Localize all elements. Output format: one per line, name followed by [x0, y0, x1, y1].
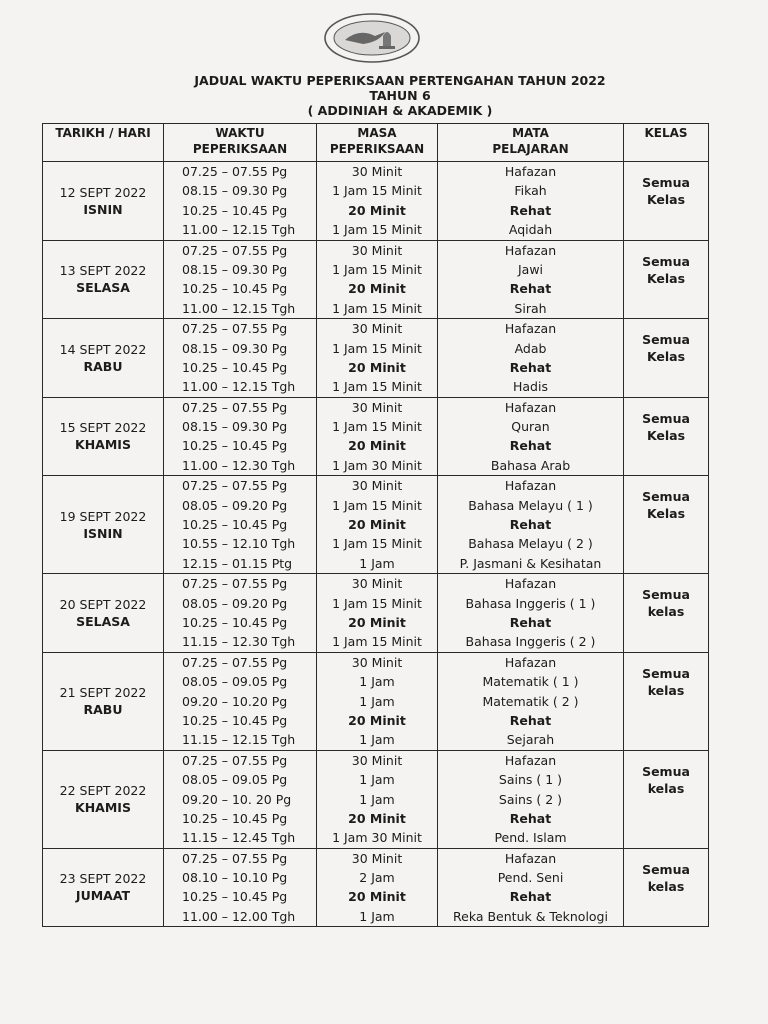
document-category: ( ADDINIAH & AKADEMIK ): [307, 103, 493, 118]
kelas-cell: [624, 750, 709, 848]
exam-day: ISNIN: [83, 201, 123, 217]
time-slot: 12.15 – 01.15 Ptg: [182, 555, 293, 571]
subject: Reka Bentuk & Teknologi: [453, 908, 608, 924]
time-slot: 10.25 – 10.45 Pg: [182, 810, 288, 826]
exam-date: 14 SEPT 2022: [59, 341, 147, 357]
date-cell: [43, 574, 164, 653]
mata-cell: [438, 397, 624, 476]
kelas-cell: [624, 574, 709, 653]
subject: Sains ( 2 ): [498, 791, 563, 807]
time-slot: 11.15 – 12.45 Tgh: [182, 830, 296, 846]
mata-cell: [438, 319, 624, 398]
subject: Rehat: [509, 712, 552, 728]
timetable-body: [43, 162, 709, 927]
subject: Rehat: [509, 810, 552, 826]
kelas-label: kelas: [647, 878, 685, 894]
time-slot: 10.25 – 10.45 Pg: [182, 359, 288, 375]
duration: 1 Jam 15 Minit: [332, 634, 422, 650]
subject: Hafazan: [504, 399, 557, 415]
kelas-cell: [624, 162, 709, 241]
duration: 20 Minit: [348, 438, 406, 454]
duration: 1 Jam 15 Minit: [332, 183, 422, 199]
col-header-tarikh: TARIKH / HARI: [43, 124, 164, 162]
mata-cell: [438, 848, 624, 927]
time-slot: 07.25 – 07.55 Pg: [182, 164, 288, 179]
waktu-cell: [164, 848, 317, 927]
duration: 1 Jam 15 Minit: [332, 419, 422, 435]
waktu-cell: [164, 162, 317, 241]
time-slot: 10.25 – 10.45 Pg: [182, 517, 288, 533]
subject: Hafazan: [504, 321, 557, 337]
exam-date: 23 SEPT 2022: [59, 871, 147, 887]
time-slot: 08.05 – 09.05 Pg: [182, 772, 288, 788]
time-slot: 07.25 – 07.55 Pg: [182, 399, 288, 415]
mata-cell: [438, 574, 624, 653]
time-slot: 11.00 – 12.30 Tgh: [182, 457, 296, 473]
duration: 20 Minit: [348, 281, 406, 297]
exam-date: 12 SEPT 2022: [59, 184, 147, 200]
subject: Matematik ( 2 ): [482, 693, 579, 709]
masa-cell: [317, 574, 438, 653]
day-row: [43, 397, 709, 476]
time-slot: 11.00 – 12.15 Tgh: [182, 222, 296, 238]
time-slot: 10.25 – 10.45 Pg: [182, 281, 288, 297]
duration: 30 Minit: [351, 478, 403, 494]
date-cell: [43, 750, 164, 848]
waktu-cell: [164, 652, 317, 750]
exam-day: KHAMIS: [75, 800, 131, 816]
day-row: [43, 319, 709, 398]
masa-cell: [317, 476, 438, 574]
subject: Sirah: [514, 300, 547, 316]
kelas-cell: [624, 240, 709, 319]
time-slot: 11.00 – 12.00 Tgh: [182, 908, 296, 924]
subject: Hafazan: [504, 242, 557, 258]
day-row: [43, 848, 709, 927]
time-slot: 07.25 – 07.55 Pg: [182, 654, 288, 670]
subject: Jawi: [517, 261, 544, 277]
time-slot: 07.25 – 07.55 Pg: [182, 576, 288, 592]
subject: Rehat: [509, 517, 552, 533]
subject: Fikah: [514, 183, 547, 199]
exam-day: KHAMIS: [75, 437, 131, 453]
time-slot: 07.25 – 07.55 Pg: [182, 478, 288, 494]
duration: 1 Jam 15 Minit: [332, 595, 422, 611]
day-row: [43, 652, 709, 750]
duration: 1 Jam: [359, 791, 395, 807]
masa-cell: [317, 397, 438, 476]
waktu-cell: [164, 240, 317, 319]
col-header-mata: MATA PELAJARAN: [438, 124, 624, 162]
duration: 1 Jam 15 Minit: [332, 222, 422, 238]
duration: 20 Minit: [348, 810, 406, 826]
day-row: [43, 750, 709, 848]
time-slot: 08.05 – 09.20 Pg: [182, 595, 288, 611]
kelas-label: Semua: [642, 253, 690, 269]
subject: Bahasa Inggeris ( 1 ): [465, 595, 596, 611]
duration: 20 Minit: [348, 359, 406, 375]
time-slot: 07.25 – 07.55 Pg: [182, 321, 288, 337]
duration: 30 Minit: [351, 654, 403, 670]
duration: 1 Jam 30 Minit: [332, 457, 422, 473]
subject: Rehat: [509, 889, 552, 905]
duration: 30 Minit: [351, 242, 403, 258]
exam-day: SELASA: [76, 280, 130, 296]
subject: Hafazan: [504, 654, 557, 670]
document-subtitle: TAHUN 6: [369, 88, 431, 103]
duration: 1 Jam: [359, 732, 395, 748]
day-row: [43, 162, 709, 241]
kelas-label: Kelas: [646, 270, 686, 286]
time-slot: 10.25 – 10.45 Pg: [182, 712, 288, 728]
document-title-block: [0, 73, 768, 118]
kelas-label: Kelas: [646, 506, 686, 522]
duration: 1 Jam 15 Minit: [332, 300, 422, 316]
time-slot: 09.20 – 10.20 Pg: [182, 693, 288, 709]
kelas-label: kelas: [647, 780, 685, 796]
subject: Hafazan: [504, 478, 557, 494]
time-slot: 11.15 – 12.15 Tgh: [182, 732, 296, 748]
waktu-cell: [164, 750, 317, 848]
subject: Rehat: [509, 359, 552, 375]
duration: 1 Jam: [359, 908, 395, 924]
date-cell: [43, 162, 164, 241]
kelas-label: Semua: [642, 410, 690, 426]
duration: 30 Minit: [351, 399, 403, 415]
exam-date: 21 SEPT 2022: [59, 685, 147, 701]
exam-date: 13 SEPT 2022: [59, 263, 147, 279]
masa-cell: [317, 848, 438, 927]
subject: Hafazan: [504, 850, 557, 866]
exam-date: 15 SEPT 2022: [59, 420, 147, 436]
duration: 30 Minit: [351, 850, 403, 866]
exam-day: RABU: [83, 358, 123, 374]
day-row: [43, 476, 709, 574]
kelas-label: Semua: [642, 665, 690, 681]
exam-timetable: [42, 123, 709, 927]
time-slot: 08.15 – 09.30 Pg: [182, 261, 288, 277]
subject: Rehat: [509, 281, 552, 297]
date-cell: [43, 476, 164, 574]
subject: Matematik ( 1 ): [482, 674, 579, 690]
duration: 1 Jam 30 Minit: [332, 830, 422, 846]
duration: 20 Minit: [348, 614, 406, 630]
subject: Bahasa Arab: [490, 457, 571, 473]
subject: Hafazan: [504, 576, 557, 592]
subject: Bahasa Inggeris ( 2 ): [465, 634, 596, 650]
mata-cell: [438, 162, 624, 241]
time-slot: 11.00 – 12.15 Tgh: [182, 379, 296, 395]
document-title: JADUAL WAKTU PEPERIKSAAN PERTENGAHAN TAHUN 2022: [194, 73, 606, 88]
subject: P. Jasmani & Kesihatan: [459, 555, 602, 571]
date-cell: [43, 319, 164, 398]
kelas-cell: [624, 848, 709, 927]
masa-cell: [317, 652, 438, 750]
duration: 1 Jam: [359, 555, 395, 571]
time-slot: 08.10 – 10.10 Pg: [182, 870, 288, 886]
exam-day: ISNIN: [83, 525, 123, 541]
time-slot: 11.15 – 12.30 Tgh: [182, 634, 296, 650]
mata-cell: [438, 476, 624, 574]
masa-cell: [317, 162, 438, 241]
time-slot: 07.25 – 07.55 Pg: [182, 242, 288, 258]
time-slot: 10.25 – 10.45 Pg: [182, 614, 288, 630]
school-logo: [323, 12, 421, 64]
kelas-label: Semua: [642, 587, 690, 603]
exam-day: JUMAAT: [75, 888, 131, 904]
duration: 1 Jam 15 Minit: [332, 261, 422, 277]
kelas-label: Semua: [642, 763, 690, 779]
duration: 30 Minit: [351, 576, 403, 592]
waktu-cell: [164, 319, 317, 398]
mata-cell: [438, 750, 624, 848]
time-slot: 11.00 – 12.15 Tgh: [182, 300, 296, 316]
kelas-label: Kelas: [646, 427, 686, 443]
kelas-label: kelas: [647, 682, 685, 698]
subject: Sains ( 1 ): [498, 772, 563, 788]
subject: Rehat: [509, 202, 552, 218]
duration: 20 Minit: [348, 202, 406, 218]
kelas-label: Semua: [642, 175, 690, 190]
waktu-cell: [164, 574, 317, 653]
kelas-label: Semua: [642, 861, 690, 877]
subject: Pend. Islam: [494, 830, 567, 846]
time-slot: 10.25 – 10.45 Pg: [182, 438, 288, 454]
duration: 1 Jam: [359, 674, 395, 690]
duration: 20 Minit: [348, 517, 406, 533]
time-slot: 08.05 – 09.20 Pg: [182, 497, 288, 513]
exam-day: RABU: [83, 702, 123, 718]
kelas-label: Kelas: [646, 349, 686, 365]
kelas-cell: [624, 319, 709, 398]
subject: Pend. Seni: [497, 870, 564, 886]
mata-cell: [438, 652, 624, 750]
masa-cell: [317, 240, 438, 319]
duration: 30 Minit: [351, 321, 403, 337]
kelas-label: kelas: [647, 604, 685, 620]
subject: Adab: [514, 340, 547, 356]
kelas-label: Semua: [642, 332, 690, 348]
subject: Rehat: [509, 438, 552, 454]
time-slot: 08.15 – 09.30 Pg: [182, 419, 288, 435]
time-slot: 08.15 – 09.30 Pg: [182, 340, 288, 356]
masa-cell: [317, 750, 438, 848]
subject: Aqidah: [508, 222, 553, 238]
time-slot: 10.25 – 10.45 Pg: [182, 889, 288, 905]
subject: Quran: [511, 419, 550, 435]
time-slot: 07.25 – 07.55 Pg: [182, 850, 288, 866]
time-slot: 07.25 – 07.55 Pg: [182, 752, 288, 768]
duration: 30 Minit: [351, 752, 403, 768]
header-row: [43, 124, 709, 162]
kelas-label: Kelas: [646, 192, 686, 207]
kelas-label: Semua: [642, 489, 690, 505]
day-row: [43, 574, 709, 653]
subject: Rehat: [509, 614, 552, 630]
col-header-waktu: WAKTU PEPERIKSAAN: [164, 124, 317, 162]
date-cell: [43, 848, 164, 927]
time-slot: 10.55 – 12.10 Tgh: [182, 536, 296, 552]
col-header-masa: MASA PEPERIKSAAN: [317, 124, 438, 162]
duration: 1 Jam 15 Minit: [332, 340, 422, 356]
date-cell: [43, 397, 164, 476]
time-slot: 08.05 – 09.05 Pg: [182, 674, 288, 690]
exam-date: 19 SEPT 2022: [59, 508, 147, 524]
subject: Bahasa Melayu ( 2 ): [468, 536, 593, 552]
duration: 1 Jam 15 Minit: [332, 536, 422, 552]
kelas-cell: [624, 476, 709, 574]
waktu-cell: [164, 476, 317, 574]
subject: Bahasa Melayu ( 1 ): [468, 497, 593, 513]
time-slot: 08.15 – 09.30 Pg: [182, 183, 288, 199]
time-slot: 09.20 – 10. 20 Pg: [182, 791, 292, 807]
duration: 20 Minit: [348, 712, 406, 728]
date-cell: [43, 652, 164, 750]
subject: Sejarah: [506, 732, 555, 748]
duration: 1 Jam 15 Minit: [332, 379, 422, 395]
day-row: [43, 240, 709, 319]
waktu-cell: [164, 397, 317, 476]
kelas-cell: [624, 652, 709, 750]
col-header-kelas: KELAS: [624, 124, 709, 162]
subject: Hafazan: [504, 752, 557, 768]
mata-cell: [438, 240, 624, 319]
exam-day: SELASA: [76, 613, 130, 629]
subject: Hafazan: [504, 164, 557, 179]
duration: 1 Jam: [359, 772, 395, 788]
exam-date: 22 SEPT 2022: [59, 783, 147, 799]
date-cell: [43, 240, 164, 319]
exam-date: 20 SEPT 2022: [59, 596, 147, 612]
duration: 30 Minit: [351, 164, 403, 179]
duration: 20 Minit: [348, 889, 406, 905]
duration: 2 Jam: [359, 870, 395, 886]
kelas-cell: [624, 397, 709, 476]
duration: 1 Jam 15 Minit: [332, 497, 422, 513]
duration: 1 Jam: [359, 693, 395, 709]
time-slot: 10.25 – 10.45 Pg: [182, 202, 288, 218]
masa-cell: [317, 319, 438, 398]
subject: Hadis: [513, 379, 548, 395]
